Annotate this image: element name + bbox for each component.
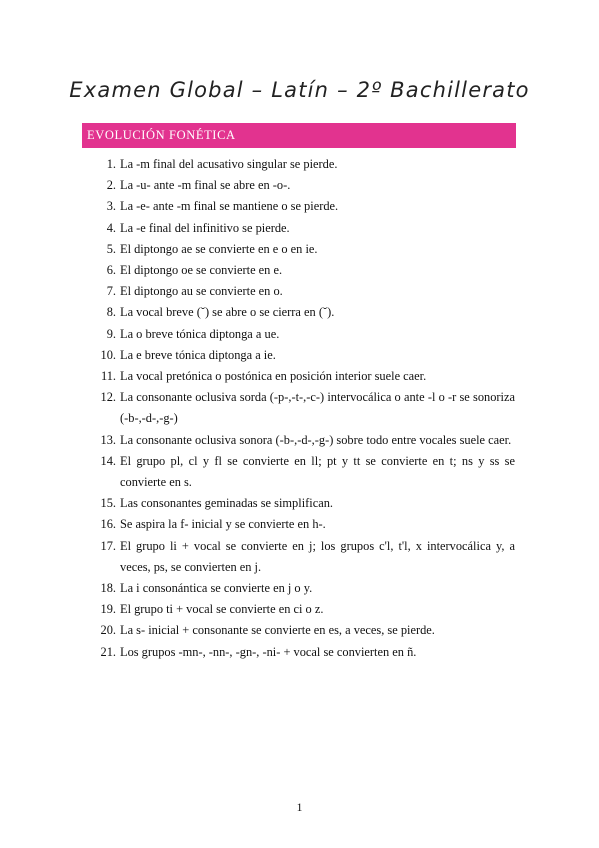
list-item-number: 21. bbox=[100, 644, 116, 659]
list-item bbox=[82, 493, 515, 514]
list-item-number: 3. bbox=[106, 199, 116, 214]
list-item bbox=[82, 302, 515, 323]
list-item-number: 5. bbox=[106, 241, 116, 256]
list-item-text: El diptongo oe se convierte en e. bbox=[120, 263, 283, 278]
list-item-text: El grupo ti + vocal se convierte en ci o z. bbox=[120, 602, 324, 617]
page-number: 1 bbox=[296, 800, 303, 814]
list-item-text: La -e- ante -m final se mantiene o se pierde. bbox=[120, 199, 339, 214]
list-item-text: El diptongo au se convierte en o. bbox=[120, 284, 283, 299]
document-title: Examen Global – Latín – 2º Bachillerato bbox=[69, 78, 530, 102]
list-item bbox=[82, 260, 515, 281]
list-item-text: La s- inicial + consonante se convierte en es, a veces, se pierde. bbox=[120, 623, 435, 638]
list-item-number: 1. bbox=[106, 157, 116, 171]
list-item-number: 9. bbox=[106, 326, 116, 341]
list-item bbox=[82, 324, 515, 345]
list-item bbox=[82, 196, 515, 217]
list-item bbox=[82, 345, 515, 366]
list-item-number: 19. bbox=[100, 602, 116, 617]
list-item-number: 14. bbox=[100, 453, 116, 468]
list-item-number: 17. bbox=[100, 538, 116, 553]
list-item-text: La i consonántica se convierte en j o y. bbox=[120, 581, 313, 596]
list-item-text: La consonante oclusiva sonora (-b-,-d-,-g-) sobre todo entre vocales suele caer. bbox=[120, 432, 512, 447]
list-item-number: 11. bbox=[100, 369, 116, 384]
list-item-text: La vocal pretónica o postónica en posición interior suele caer. bbox=[120, 369, 427, 384]
list-item bbox=[82, 387, 515, 429]
list-item-number: 7. bbox=[106, 284, 116, 299]
list-item-text: Se aspira la f- inicial y se convierte en h-. bbox=[120, 517, 326, 532]
list-item bbox=[82, 642, 515, 663]
list-item bbox=[82, 536, 515, 578]
list-item bbox=[82, 578, 515, 599]
list-item-number: 20. bbox=[100, 623, 116, 638]
list-item-number: 10. bbox=[100, 347, 116, 362]
list-item-text: La consonante oclusiva sorda (-p-,-t-,-c-) intervocálica o ante -l o -r se sonoriza (-b-,-d-,-g-) bbox=[120, 390, 515, 426]
list-item bbox=[82, 514, 515, 535]
phonetic-rules-list bbox=[82, 154, 515, 663]
list-item-number: 8. bbox=[106, 305, 116, 320]
list-item bbox=[82, 599, 515, 620]
list-item-number: 13. bbox=[100, 432, 116, 447]
list-item-text: La -u- ante -m final se abre en -o-. bbox=[120, 178, 291, 193]
list-item bbox=[82, 366, 515, 387]
list-item-number: 6. bbox=[106, 263, 116, 278]
list-item-text: Las consonantes geminadas se simplifican. bbox=[120, 496, 333, 511]
list-item-number: 2. bbox=[106, 178, 116, 193]
list-item-text: El grupo li + vocal se convierte en j; los grupos c'l, t'l, x intervocálica y, a veces, ps, se convierten en j. bbox=[120, 538, 515, 574]
list-item bbox=[82, 218, 515, 239]
list-item-text: La e breve tónica diptonga a ie. bbox=[120, 347, 276, 362]
list-item-number: 16. bbox=[100, 517, 116, 532]
list-item bbox=[82, 239, 515, 260]
list-item-text: La vocal breve (˘) se abre o se cierra en (˘). bbox=[120, 305, 335, 320]
list-item-text: El diptongo ae se convierte en e o en ie. bbox=[120, 241, 318, 256]
list-item-text: La -e final del infinitivo se pierde. bbox=[120, 220, 290, 235]
section-heading-band bbox=[82, 123, 516, 148]
list-item bbox=[82, 430, 515, 451]
list-item-number: 18. bbox=[100, 581, 116, 596]
section-heading: EVOLUCIÓN FONÉTICA bbox=[87, 128, 236, 142]
list-item bbox=[82, 281, 515, 302]
list-item-number: 12. bbox=[100, 390, 116, 405]
list-item bbox=[82, 620, 515, 641]
list-item-number: 4. bbox=[106, 220, 116, 235]
list-item-number: 15. bbox=[100, 496, 116, 511]
list-item-text: Los grupos -mn-, -nn-, -gn-, -ni- + vocal se convierten en ñ. bbox=[120, 644, 417, 659]
list-item bbox=[82, 451, 515, 493]
list-item-text: La o breve tónica diptonga a ue. bbox=[120, 326, 280, 341]
list-item-text: La -m final del acusativo singular se pierde. bbox=[120, 157, 338, 171]
list-item bbox=[82, 175, 515, 196]
list-item-text: El grupo pl, cl y fl se convierte en ll; pt y tt se convierte en t; ns y ss se convierte en s. bbox=[120, 453, 515, 490]
list-item bbox=[82, 154, 515, 175]
